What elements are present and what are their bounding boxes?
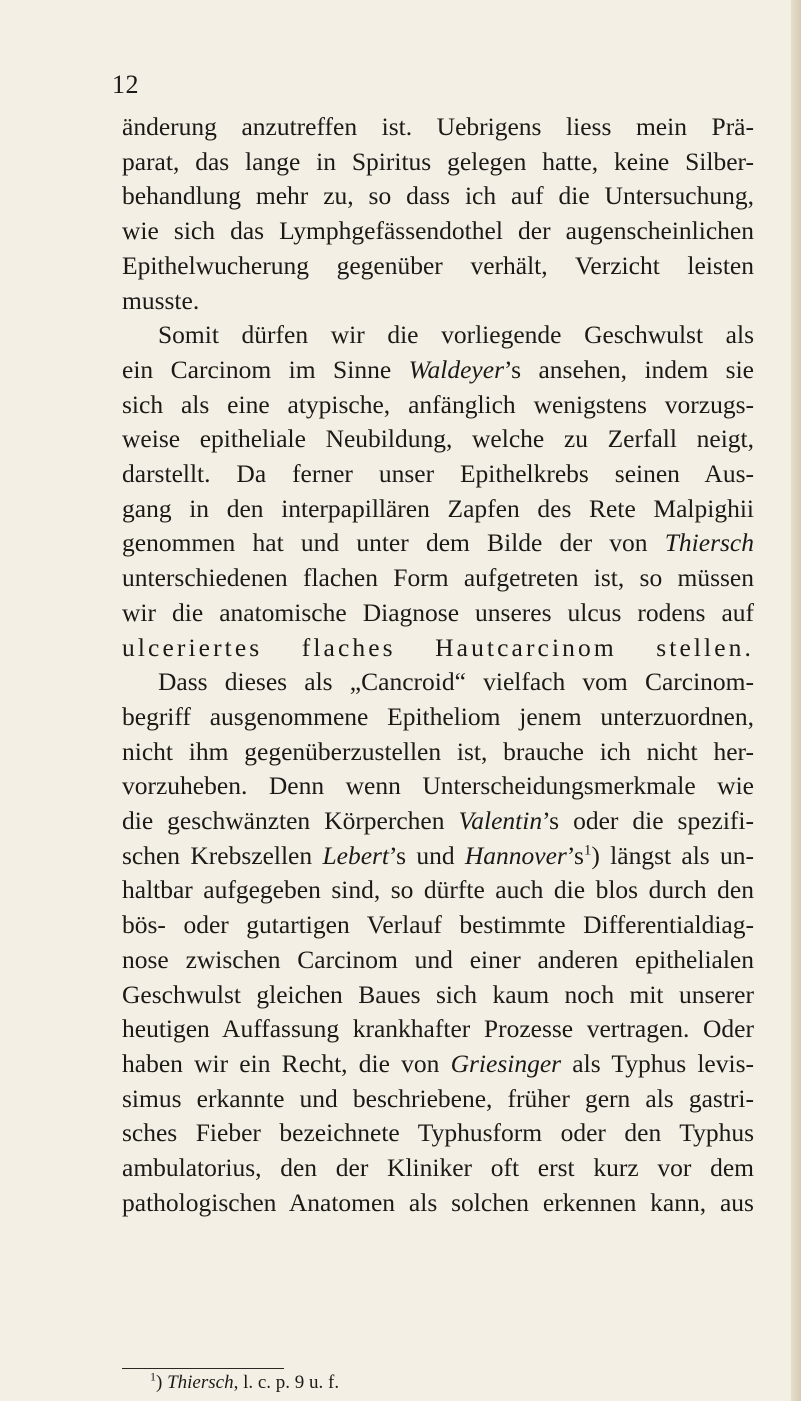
footnote-author: Thiersch [167, 1372, 234, 1393]
text-line: bös- oder gutartigen Verlauf bestimmte Differentialdiag- [122, 910, 754, 940]
text-line: gang in den interpapillären Zapfen des Rete Malpighii [122, 493, 754, 523]
author-name: Griesinger [450, 1048, 562, 1078]
text-line: haltbar aufgegeben sind, so dürfte auch die blos durch den [122, 875, 754, 905]
text-line: sches Fieber bezeichnete Typhusform oder den Typhus [122, 1118, 754, 1148]
text-line: simus erkannte und beschriebene, früher gern als gastri- [122, 1083, 754, 1113]
footnote-text: , l. c. p. 9 u. f. [233, 1372, 340, 1393]
text-line [122, 526, 754, 561]
text-line: wie sich das Lymphgefässendothel der augenscheinlichen [122, 216, 754, 246]
text-fragment: ’s ansehen, indem sie [504, 354, 755, 384]
author-name: Waldeyer [408, 354, 504, 384]
author-name: Lebert [322, 840, 390, 870]
author-name: Valentin [458, 806, 543, 836]
text-line: behandlung mehr zu, so dass ich auf die Untersuchung, [122, 181, 754, 211]
text-fragment: ’s oder die spezifi- [542, 806, 754, 836]
text-fragment: die geschwänzten Körperchen [122, 806, 459, 836]
text-fragment: ein Carcinom im Sinne [122, 354, 409, 384]
text-fragment: ’s [566, 840, 584, 870]
footnote [150, 1369, 340, 1394]
footnote-marker: 1 [150, 1369, 156, 1384]
text-fragment: als Typhus levis- [561, 1048, 754, 1078]
text-line: pathologischen Anatomen als solchen erkennen kann, aus [122, 1187, 754, 1217]
text-line [122, 804, 754, 839]
text-line: Somit dürfen wir die vorliegende Geschwulst als [158, 320, 754, 350]
text-line: änderung anzutreffen ist. Uebrigens liess mein Prä- [122, 112, 754, 141]
text-line: nose zwischen Carcinom und einer anderen epithelialen [122, 944, 754, 974]
text-line: parat, das lange in Spiritus gelegen hatte, keine Silber- [122, 146, 754, 176]
text-fragment: genommen hat und unter dem Bilde der von [122, 528, 665, 558]
text-line: begriff ausgenommene Epitheliom jenem unterzuordnen, [122, 701, 754, 731]
text-line [122, 353, 754, 388]
text-fragment: ) längst als un- [591, 840, 754, 870]
text-line: weise epitheliale Neubildung, welche zu Zerfall neigt, [122, 424, 754, 454]
footnote-marker-close: ) [156, 1372, 163, 1393]
text-line [122, 839, 754, 874]
text-line: nicht ihm gegenüberzustellen ist, brauche ich nicht her- [122, 736, 754, 766]
text-line: Epithelwucherung gegenüber verhält, Verzicht leisten [122, 250, 754, 280]
text-line: wir die anatomische Diagnose unseres ulcus rodens auf [122, 597, 754, 627]
text-line: Geschwulst gleichen Baues sich kaum noch mit unserer [122, 979, 754, 1009]
text-line [122, 1047, 754, 1082]
page-edge [791, 0, 801, 1401]
text-line: unterschiedenen flachen Form aufgetreten ist, so müssen [122, 563, 754, 593]
author-name: Thiersch [664, 528, 754, 558]
footnote-reference: 1 [583, 842, 592, 859]
text-fragment: schen Krebszellen [122, 840, 323, 870]
page-number: 12 [112, 70, 139, 99]
body-text [122, 110, 754, 1221]
footnote-divider [122, 1368, 284, 1369]
text-line: ambulatorius, den der Kliniker oft erst kurz vor dem [122, 1153, 754, 1183]
text-line: sich als eine atypische, anfänglich wenigstens vorzugs- [122, 389, 754, 419]
text-fragment: ’s und [389, 840, 465, 870]
text-line: Dass dieses als „Cancroid“ vielfach vom Carcinom- [158, 667, 754, 697]
text-line: vorzuheben. Denn wenn Unterscheidungsmerkmale wie [122, 771, 754, 801]
text-line: musste. [122, 285, 200, 315]
author-name: Hannover [464, 840, 567, 870]
text-line: darstellt. Da ferner unser Epithelkrebs seinen Aus- [122, 459, 754, 489]
text-fragment: haben wir ein Recht, die von [122, 1048, 451, 1078]
emphasized-diagnosis: ulceriertes flaches Hautcarcinom stellen. [122, 632, 754, 662]
text-line: heutigen Auffassung krankhafter Prozesse vertragen. Oder [122, 1014, 754, 1044]
